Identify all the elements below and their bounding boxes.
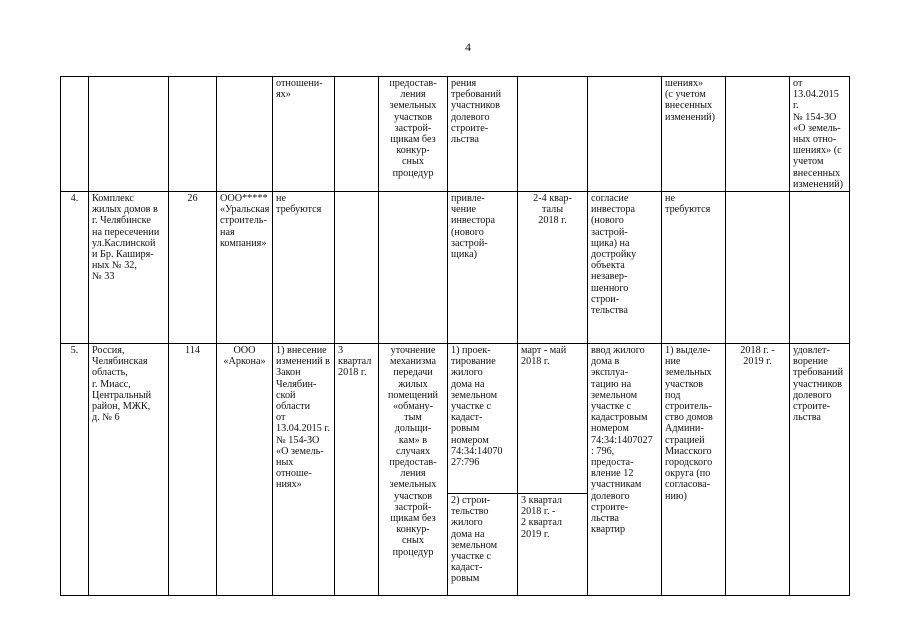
cell-stage-term: [518, 77, 588, 192]
cell-measures2-term: 2018 г. - 2019 г.: [726, 344, 790, 596]
cell-outcome: от 13.04.2015 г. № 154-ЗО «О земель- ных отно- шениях» (с учетом внесенных изменений): [790, 77, 850, 192]
cell-mechanism: [379, 192, 448, 344]
cell-result: согласие инвестора (нового застрой- щика) на достройку объекта незавер- шенного строи- тельства: [588, 192, 662, 344]
cell-units: 114: [169, 344, 217, 596]
cell-measures2: не требуются: [662, 192, 726, 344]
cell-stage: рения требований участников долевого строите- льства: [448, 77, 518, 192]
cell-stage2: 2) строи- тельство жилого дома на земельном участке с кадаст- ровым: [448, 494, 518, 596]
cell-stage: привле- чение инвестора (нового застрой- щика): [448, 192, 518, 344]
cell-outcome: удовлет- ворение требований участников долевого строите- льства: [790, 344, 850, 596]
cell-num: 5.: [61, 344, 89, 596]
cell-measures: отношени- ях»: [273, 77, 335, 192]
cell-measures: 1) внесение изменений в Закон Челябин- ской области от 13.04.2015 г. № 154-ЗО «О земель- ных отноше- ниях»: [273, 344, 335, 596]
page-number: 4: [465, 40, 471, 54]
cell-stage-term: март - май 2018 г.: [518, 344, 588, 494]
cell-measures-term: [335, 192, 379, 344]
cell-stage: 1) проек- тирование жилого дома на земельном участке с кадаст- ровым номером 74:34:14070 27:796: [448, 344, 518, 494]
cell-measures2-term: [726, 192, 790, 344]
cell-object: Россия, Челябинская область, г. Миасс, Центральный район, МЖК, д. № 6: [89, 344, 169, 596]
table-row: [61, 344, 850, 494]
cell-mechanism: уточнение механизма передачи жилых помещений «обману- тым дольщи- кам» в случаях предостав- ления земельных участков застрой- щикам без конкур- сных процедур: [379, 344, 448, 596]
cell-measures2: 1) выделе- ние земельных участков под строитель- ство домов Админи- страцией Миасского городского округа (по согласова- нию): [662, 344, 726, 596]
cell-object: Комплекс жилых домов в г. Челябинске на пересечении ул.Каслинской и Бр. Каширя- ных № 32, № 33: [89, 192, 169, 344]
cell-result: [588, 77, 662, 192]
program-table: [60, 76, 850, 596]
cell-num: [61, 77, 89, 192]
table-row: [61, 77, 850, 192]
cell-measures2-term: [726, 77, 790, 192]
cell-outcome: [790, 192, 850, 344]
cell-developer: ООО***** «Уральская строитель- ная компания»: [217, 192, 273, 344]
cell-stage-term: 2-4 квар- талы 2018 г.: [518, 192, 588, 344]
cell-num: 4.: [61, 192, 89, 344]
cell-result: ввод жилого дома в эксплуа- тацию на земельном участке с кадастровым номером 74:34:1407027 : 796, предоста- вление 12 участникам долевого строите- льства квартир: [588, 344, 662, 596]
cell-measures-term: [335, 77, 379, 192]
cell-units: 26: [169, 192, 217, 344]
cell-measures2: шениях» (с учетом внесенных изменений): [662, 77, 726, 192]
table-row: [61, 192, 850, 344]
cell-developer: [217, 77, 273, 192]
cell-developer: ООО «Аркона»: [217, 344, 273, 596]
cell-measures: не требуются: [273, 192, 335, 344]
cell-object: [89, 77, 169, 192]
cell-measures-term: 3 квартал 2018 г.: [335, 344, 379, 596]
cell-units: [169, 77, 217, 192]
cell-mechanism: предостав- ления земельных участков застрой- щикам без конкур- сных процедур: [379, 77, 448, 192]
cell-stage2-term: 3 квартал 2018 г. - 2 квартал 2019 г.: [518, 494, 588, 596]
